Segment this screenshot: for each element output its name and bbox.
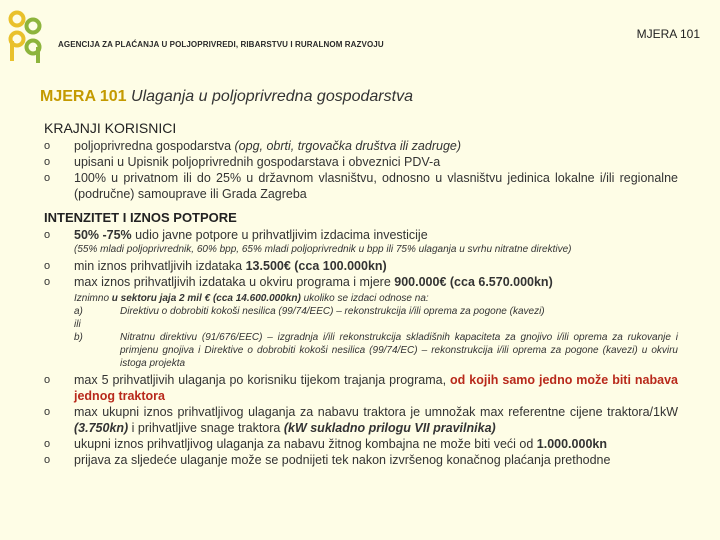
title-code: MJERA 101 (40, 88, 127, 105)
egg-sector-note (44, 292, 678, 370)
list-item-text: max ukupni iznos prihvatljivog ulaganja za nabavu traktora je umnožak max referentne cijene traktora/1kW (74, 405, 678, 419)
section-heading-intensity: INTENZITET I IZNOS POTPORE (44, 210, 237, 225)
support-list-amounts (44, 258, 678, 290)
list-item (44, 154, 678, 170)
list-item-text: prijava za sljedeće ulaganje može se podnijeti tek nakon izvršenog konačnog plaćanja prethodne (74, 453, 611, 467)
list-item-text: i prihvatljive snage traktora (128, 421, 284, 435)
egg-sector-amount: u sektoru jaja 2 mil € (cca 14.600.000kn) (111, 293, 301, 304)
note-text: ukoliko se izdaci odnose na: (300, 293, 429, 304)
beneficiaries-list (44, 138, 678, 202)
support-list-rules (44, 372, 678, 468)
sub-item-label: b) (74, 332, 83, 343)
header (0, 0, 720, 64)
list-item-text: max 5 prihvatljivih ulaganja po korisniku tijekom trajanja programa, (74, 373, 451, 387)
note-sub-item (74, 331, 678, 370)
list-item (44, 258, 678, 274)
measure-code: MJERA 101 (636, 27, 700, 41)
list-item (44, 436, 678, 452)
tractor-power-note: (kW sukladno prilogu VII pravilnika) (283, 421, 496, 435)
sub-item-text: Nitratnu direktivu (91/676/EEC) – izgradnja i/ili rekonstrukcija skladišnih kapaciteta za gnojivo i/ili oprema za rukovanje i primjenu gnojiva i Direktive o dobrobiti kokoši nesilica (99/74/EC) – rekonstrukcija i/ili oprema za pogone (kavezi) u okviru istoga projekta (120, 332, 678, 369)
section-heading-beneficiaries: KRAJNJI KORISNICI (44, 120, 177, 136)
sub-item-text: Direktivu o dobrobiti kokoši nesilica (99/74/EEC) – rekonstrukcija i/ili oprema za pogone (kavezi) (120, 306, 545, 317)
content (44, 120, 678, 468)
page-title (40, 88, 413, 106)
list-item (44, 227, 678, 243)
list-item (44, 170, 678, 202)
max-amount: 900.000€ (cca 6.570.000kn) (394, 275, 553, 289)
note-or: ili (74, 319, 81, 330)
list-item-text: ukupni iznos prihvatljivog ulaganja za nabavu žitnog kombajna ne može biti veći od (74, 437, 537, 451)
support-list (44, 227, 678, 243)
min-amount: 13.500€ (cca 100.000kn) (245, 259, 387, 273)
intensity-note: (55% mladi poljoprivrednik, 60% bpp, 65% mladi poljoprivrednik u bpp ili 75% ulaganja u svrhu nitratne direktive) (74, 244, 572, 255)
list-item-note: (opg, obrti, trgovačka društva ili zadruge) (231, 139, 462, 153)
intensity-range: 50% -75% (74, 228, 132, 242)
list-item-text: 100% u privatnom ili do 25% u državnom vlasništvu, odnosno u vlasništvu jedinica lokalne i/ili regionalne (područne) samouprave ili Grada Zagreba (74, 171, 678, 201)
list-item-text: max iznos prihvatljivih izdataka u okviru programa i mjere (74, 275, 395, 289)
list-item (44, 138, 678, 154)
combine-limit: 1.000.000kn (536, 437, 607, 451)
list-item (44, 452, 678, 468)
sub-item-label: a) (74, 306, 83, 317)
list-item-text: upisani u Upisnik poljoprivrednih gospodarstava i obveznici PDV-a (74, 155, 441, 169)
list-item-text: min iznos prihvatljivih izdataka (74, 259, 246, 273)
list-item-text: udio javne potpore u prihvatljivim izdacima investicije (131, 228, 428, 242)
tractor-limit: od kojih samo jedno može biti nabava jednog traktora (74, 373, 678, 403)
title-name: Ulaganja u poljoprivredna gospodarstva (131, 88, 413, 105)
tractor-price: (3.750kn) (74, 421, 129, 435)
agency-name: AGENCIJA ZA PLAĆANJA U POLJOPRIVREDI, RIBARSTVU I RURALNOM RAZVOJU (58, 40, 384, 49)
agency-logo (6, 10, 46, 64)
list-item (44, 372, 678, 404)
list-item-text: poljoprivredna gospodarstva (74, 139, 232, 153)
note-sub-item (74, 305, 678, 318)
note-text: Iznimno (74, 293, 112, 304)
list-item (44, 404, 678, 436)
list-item (44, 274, 678, 290)
